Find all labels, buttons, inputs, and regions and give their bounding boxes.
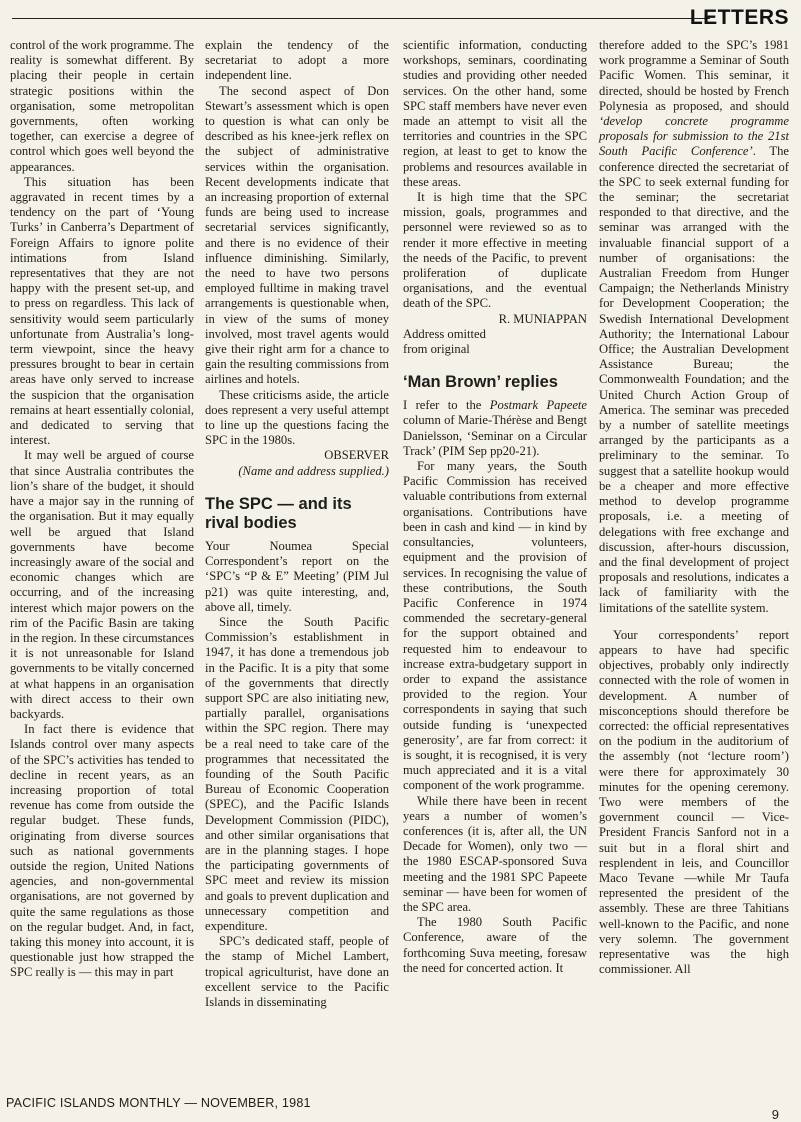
text-run: therefore added to the SPC’s 1981 work programme a Seminar of South Pacific Women. This seminar, it directed, should be hosted by French Polynesia as proposed, and should — [599, 38, 789, 113]
paragraph — [599, 38, 789, 616]
paragraph: While there have been in recent years a number of women’s conferences (it is, after all, the UN Decade for Women), only two — the 1980 ESCAP-sponsored Suva meeting and the 1981 SPC Papeete seminar — have been for women of the SPC area. — [403, 793, 587, 914]
text-run: . The conference directed the secretariat of the SPC to seek external funding for the seminar; the secretariat responded to that directive, and the seminar was arranged with the invaluable financial support of a number of organisations: the Australian Freedom from Hunger Campaign; the Netherlands Ministry for Development Cooperation; the Swedish International Development Authority; the International Labour Office; the Australian Development Assistance Bureau; the Commonwealth Foundation; and the United Church Action Group of America. The seminar was preceded by a number of satellite meetings arranged by the participants as a preliminary to the seminar. To suggest that a satellite hookup would be a cheaper and more effective method to develop programme proposals, i.e. a meeting of delegations with free exchange and discussion, after-hours discussion, and the final development of project proposals and resolutions, indicates a lack of familiarity with the limitations of the satellite system. — [599, 144, 789, 615]
spacer — [599, 616, 789, 628]
editor-note: Address omitted — [403, 326, 486, 341]
paragraph: Your correspondents’ report appears to have had specific objectives, probably only indirectly connected with the role of women in development. A number of misconceptions should therefore be corrected: the official representatives on the podium in the auditorium of the assembly (not ‘lecture room’) were there for approximately 30 minutes for the opening ceremony. Two were members of the government council — Vice-President Francis Sanford not in a suit but in a floral shirt and resplendent in leis, and Councillor Maco Tevane —while Mr Taufa represented the president of the assembly. These are three Tahitians well-known to the Pacific, and none very solemn. The government representative was the high commissioner. All — [599, 627, 789, 977]
paragraph: These criticisms aside, the article does represent a very useful attempt to line up the questions facing the SPC in the 1980s. — [205, 387, 389, 448]
letter-signature: OBSERVER — [324, 448, 389, 463]
paragraph: scientific information, conducting workshops, seminars, coordinating studies and providing other needed services. On the other hand, some SPC staff members have never even made an attempt to visit all the territories and countries in the SPC region, at least to get to know the problems and resources available in these areas. — [403, 38, 587, 189]
text-run-italic: Postmark Papeete — [489, 398, 587, 413]
header-rule — [12, 18, 710, 19]
spacer — [205, 479, 389, 495]
section-label: LETTERS — [689, 6, 789, 29]
paragraph — [403, 398, 587, 459]
column-4 — [599, 38, 789, 977]
text-run: I refer to the — [403, 398, 490, 413]
paragraph: This situation has been aggravated in recent times by a tendency on the part of ‘Young Turks’ in Canberra’s Department of Foreign Affairs to ignore polite intimations from Island representatives that they are not happy with the present set-up, and to press on regardless. This lack of sensitivity would seem particularly unfortunate from Australia’s long-term viewpoint, since the heavy pressures brought to bear in certain areas have only served to increase the suspicion that the organisation remains at heart essentially colonial, and dedicated to serving that interest. — [10, 174, 194, 448]
paragraph: The second aspect of Don Stewart’s assessment which is open to question is what can only be described as his knee-jerk reflex on the subject of administrative services within the organisation. Recent developments indicate that an increasing proportion of external funds are being used to increase secretarial services significantly, and there is no evidence of their influence diminishing. Similarly, the need to have two persons employed fulltime in making travel arrangements is questionable when, in view of the sums of money involved, most travel agents would give their right arm for a chance to gain the resulting commissions from airlines and hotels. — [205, 83, 389, 387]
paragraph: The 1980 South Pacific Conference, aware of the forthcoming Suva meeting, foresaw the need for concerted action. It — [403, 915, 587, 975]
column-1 — [10, 38, 194, 981]
paragraph: It is high time that the SPC mission, goals, programmes and personnel were reviewed so as to render it more effective in meeting the needs of the Pacific, to prevent proliferation of duplicate organisations, and the eventual death of the SPC. — [403, 190, 587, 311]
paragraph: SPC’s dedicated staff, people of the stamp of Michel Lambert, tropical agriculturist, have done an excellent service to the Pacific Islands in disseminating — [205, 934, 389, 1009]
letter-headline: The SPC — and its rival bodies — [205, 494, 352, 532]
paragraph: It may well be argued of course that since Australia contributes the lion’s share of the budget, it should have a major say in the running of the organisation. But it may equally well be argued that Island governments have become increasingly aware of the social and economic changes which are occurring, and of the increasing interest which major powers on the rim of the Pacific Basin are taking in the region. In these circumstances it is not unreasonable for Island governments to be vitally concerned at what happens in an organisation with direct access to their own backyards. — [10, 448, 194, 721]
letter-headline: ‘Man Brown’ replies — [403, 373, 558, 392]
paragraph: Your Noumea Special Correspondent’s report on the ‘SPC’s “P & E” Meeting’ (PIM Jul p21) was quite interesting, and, above all, timely. — [205, 538, 389, 614]
page-footer: PACIFIC ISLANDS MONTHLY — NOVEMBER, 1981 — [6, 1096, 311, 1110]
paragraph: control of the work programme. The reality is somewhat different. By placing their people in certain strategic positions within the organisation, some metropolitan governments, often working together, can exercise a degree of control which goes well beyond the appearances. — [10, 38, 194, 174]
paragraph: In fact there is evidence that Islands control over many aspects of the SPC’s activities has tended to decline in recent years, as an increasing proportion of total revenue has come from outside the regular budget. These funds, originating from diverse sources such as national governments outside the region, United Nations agencies, and non-governmental organisations, are not governed by quite the same regulations as those on the regular budget. And, in fact, taking this money into account, it is questionable just how strapped the SPC really is — this may in part — [10, 722, 194, 980]
editor-note: from original — [403, 342, 470, 357]
paragraph: For many years, the South Pacific Commission has received valuable contributions from external organisations. Contributions have been in cash and kind — in kind by consultancies, volunteers, equipment and the provision of services. In recognising the value of these contributions, the South Pacific Conference in 1974 commended the secretary-general for the support obtained and requested him to endeavour to increase extra-budgetary support in order to expand the assistance provided to the region. Your correspondents in saying that such outside funding is ‘unexpected generosity’, are far from correct: it is sought, it is recognised, it is very much appreciated and it is a vital component of the work programme. — [403, 459, 587, 793]
spacer — [403, 357, 587, 373]
paragraph: explain the tendency of the secretariat to adopt a more independent line. — [205, 38, 389, 83]
text-run-italic: ‘develop concrete programme proposals for submission to the 21st South Pacific Conference’ — [599, 114, 789, 159]
column-2 — [205, 38, 389, 1010]
signature-note: (Name and address supplied.) — [238, 463, 389, 478]
paragraph: Since the South Pacific Commission’s establishment in 1947, it has done a tremendous job in the Pacific. It is a pity that some of the governments that directly support SPC are also initiating new, partially parallel, organisations within the SPC region. There may be a real need to take care of the programmes that necessitated the founding of the South Pacific Bureau of Economic Cooperation (SPEC), and the Pacific Islands Development Commission (PIDC), and other similar organisations that are in the planning stages. I hope the participating governments of SPC meet and review its mission and goals to prevent duplication and unnecessary competition and expenditure. — [205, 614, 389, 933]
page-number: 9 — [771, 1107, 779, 1122]
text-run: column of Marie-Thérèse and Bengt Danielsson, ‘Seminar on a Circular Track’ (PIM Sep pp20-21). — [403, 413, 587, 458]
column-3 — [403, 38, 587, 976]
letter-signature: R. MUNIAPPAN — [498, 311, 587, 326]
